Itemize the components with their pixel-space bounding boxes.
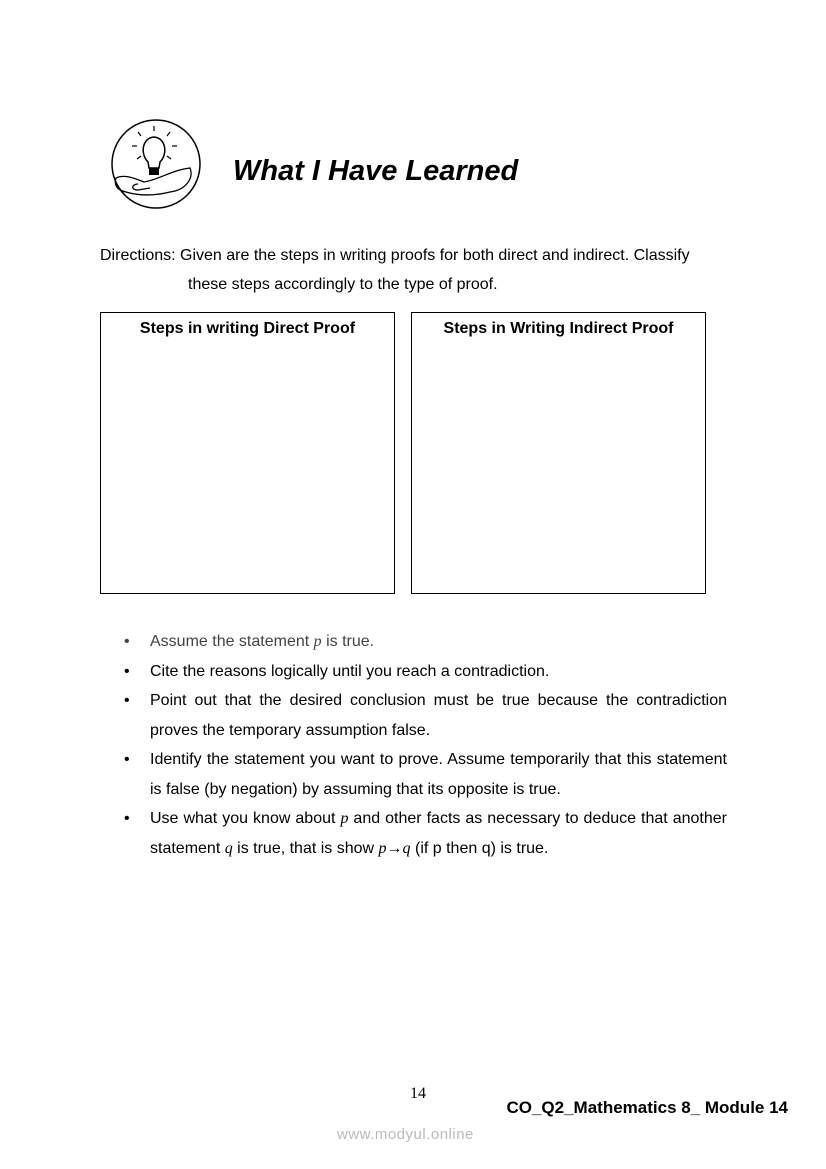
directions: [100, 241, 727, 299]
step-item: • Identify the statement you want to prove. Assume temporarily that this statement is false (by negation) by assuming that its opposite is true.: [100, 745, 727, 804]
section-title: What I Have Learned: [233, 155, 519, 187]
directions-line-1: Directions: Given are the steps in writing proofs for both direct and indirect. Classify: [100, 247, 690, 264]
direct-proof-box[interactable]: [100, 312, 395, 594]
step-item: • Cite the reasons logically until you reach a contradiction.: [100, 657, 727, 687]
step-item: • Point out that the desired conclusion must be true because the contradiction proves the temporary assumption false.: [100, 686, 727, 745]
step-item: • Use what you know about p and other facts as necessary to deduce that another statement q is true, that is show p→q (if p then q) is true.: [100, 804, 727, 863]
page-number: 14: [410, 1085, 426, 1102]
direct-proof-heading: Steps in writing Direct Proof: [139, 320, 356, 337]
watermark: www.modyul.online: [337, 1126, 474, 1143]
indirect-proof-heading: Steps in Writing Indirect Proof: [443, 320, 674, 337]
steps-list: [100, 627, 727, 863]
module-footer: CO_Q2_Mathematics 8_ Module 14: [506, 1098, 788, 1117]
directions-line-2: these steps accordingly to the type of proof.: [188, 276, 498, 293]
step-item: • Assume the statement p is true.: [100, 627, 727, 657]
lightbulb-hand-icon: [110, 118, 202, 210]
indirect-proof-box[interactable]: [411, 312, 706, 594]
